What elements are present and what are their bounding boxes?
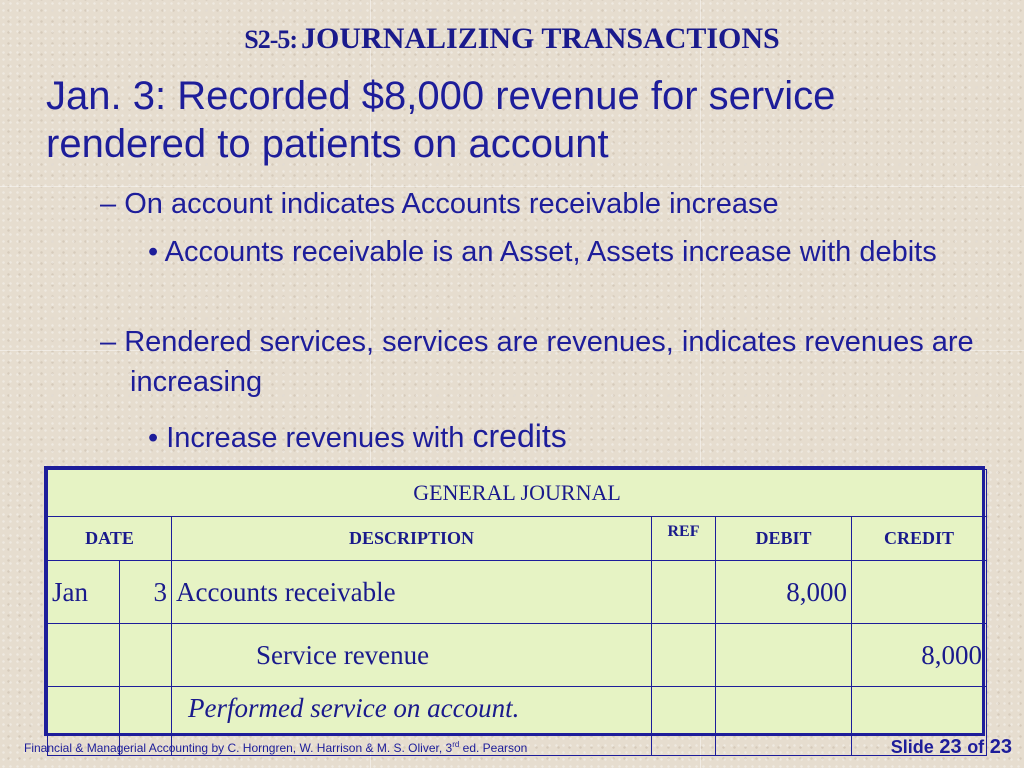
entry-description: Accounts receivable <box>172 561 652 624</box>
slide-total: 23 <box>989 736 1012 758</box>
bullet-level2 <box>148 416 974 458</box>
slide-current: 23 <box>939 736 962 758</box>
footer-citation <box>24 740 527 755</box>
bullet-level1 <box>100 322 1010 402</box>
column-header-credit: CREDIT <box>852 517 987 561</box>
bullet-text: Increase revenues with <box>166 422 465 454</box>
slide-of: of <box>967 737 985 757</box>
entry-ref <box>652 624 716 687</box>
entry-credit: 8,000 <box>852 624 987 687</box>
entry-month: Jan <box>48 561 120 624</box>
dash-marker: – <box>100 326 117 358</box>
general-journal-table <box>47 469 987 756</box>
general-journal <box>44 466 985 736</box>
entry-explanation: Performed service on account. <box>172 687 652 756</box>
bullet-text: Rendered services, services are revenues, indicates revenues are increasing <box>124 326 974 398</box>
bullet-level2 <box>148 232 974 272</box>
entry-description: Service revenue <box>172 624 652 687</box>
citation-suffix: ed. Pearson <box>459 741 528 755</box>
entry-day: 3 <box>120 561 172 624</box>
journal-heading: GENERAL JOURNAL <box>48 470 987 517</box>
bullet-emphasis: credits <box>472 418 567 454</box>
citation-superscript: rd <box>452 740 460 749</box>
column-header-description: DESCRIPTION <box>172 517 652 561</box>
column-header-debit: DEBIT <box>716 517 852 561</box>
citation-text: Financial & Managerial Accounting by C. Horngren, W. Harrison & M. S. Oliver, 3 <box>24 741 453 755</box>
entry-credit <box>852 561 987 624</box>
journal-row-credit <box>48 624 987 687</box>
dash-marker: – <box>100 188 117 220</box>
entry-day <box>120 624 172 687</box>
dot-marker: • <box>148 422 159 454</box>
journal-column-headers <box>48 517 987 561</box>
journal-row-debit <box>48 561 987 624</box>
bullet-text: Accounts receivable is an Asset, Assets increase with debits <box>164 236 937 268</box>
slide-title-text: JOURNALIZING TRANSACTIONS <box>301 22 780 55</box>
column-header-date: DATE <box>48 517 172 561</box>
lead-statement: Jan. 3: Recorded $8,000 revenue for service rendered to patients on account <box>46 74 836 166</box>
slide-title-code: S2-5: <box>244 25 298 54</box>
entry-debit <box>716 624 852 687</box>
bullet-text: On account indicates Accounts receivable increase <box>124 188 779 220</box>
journal-heading-row <box>48 470 987 517</box>
entry-ref <box>652 561 716 624</box>
slide-word: Slide <box>890 737 934 757</box>
slide-number <box>891 736 1012 759</box>
entry-ref <box>652 687 716 756</box>
column-header-ref: REF <box>652 517 716 561</box>
bullet-level1 <box>100 184 1010 224</box>
entry-month <box>48 624 120 687</box>
entry-debit <box>716 687 852 756</box>
entry-debit: 8,000 <box>716 561 852 624</box>
slide-title <box>0 22 1024 56</box>
dot-marker: • <box>148 236 159 268</box>
